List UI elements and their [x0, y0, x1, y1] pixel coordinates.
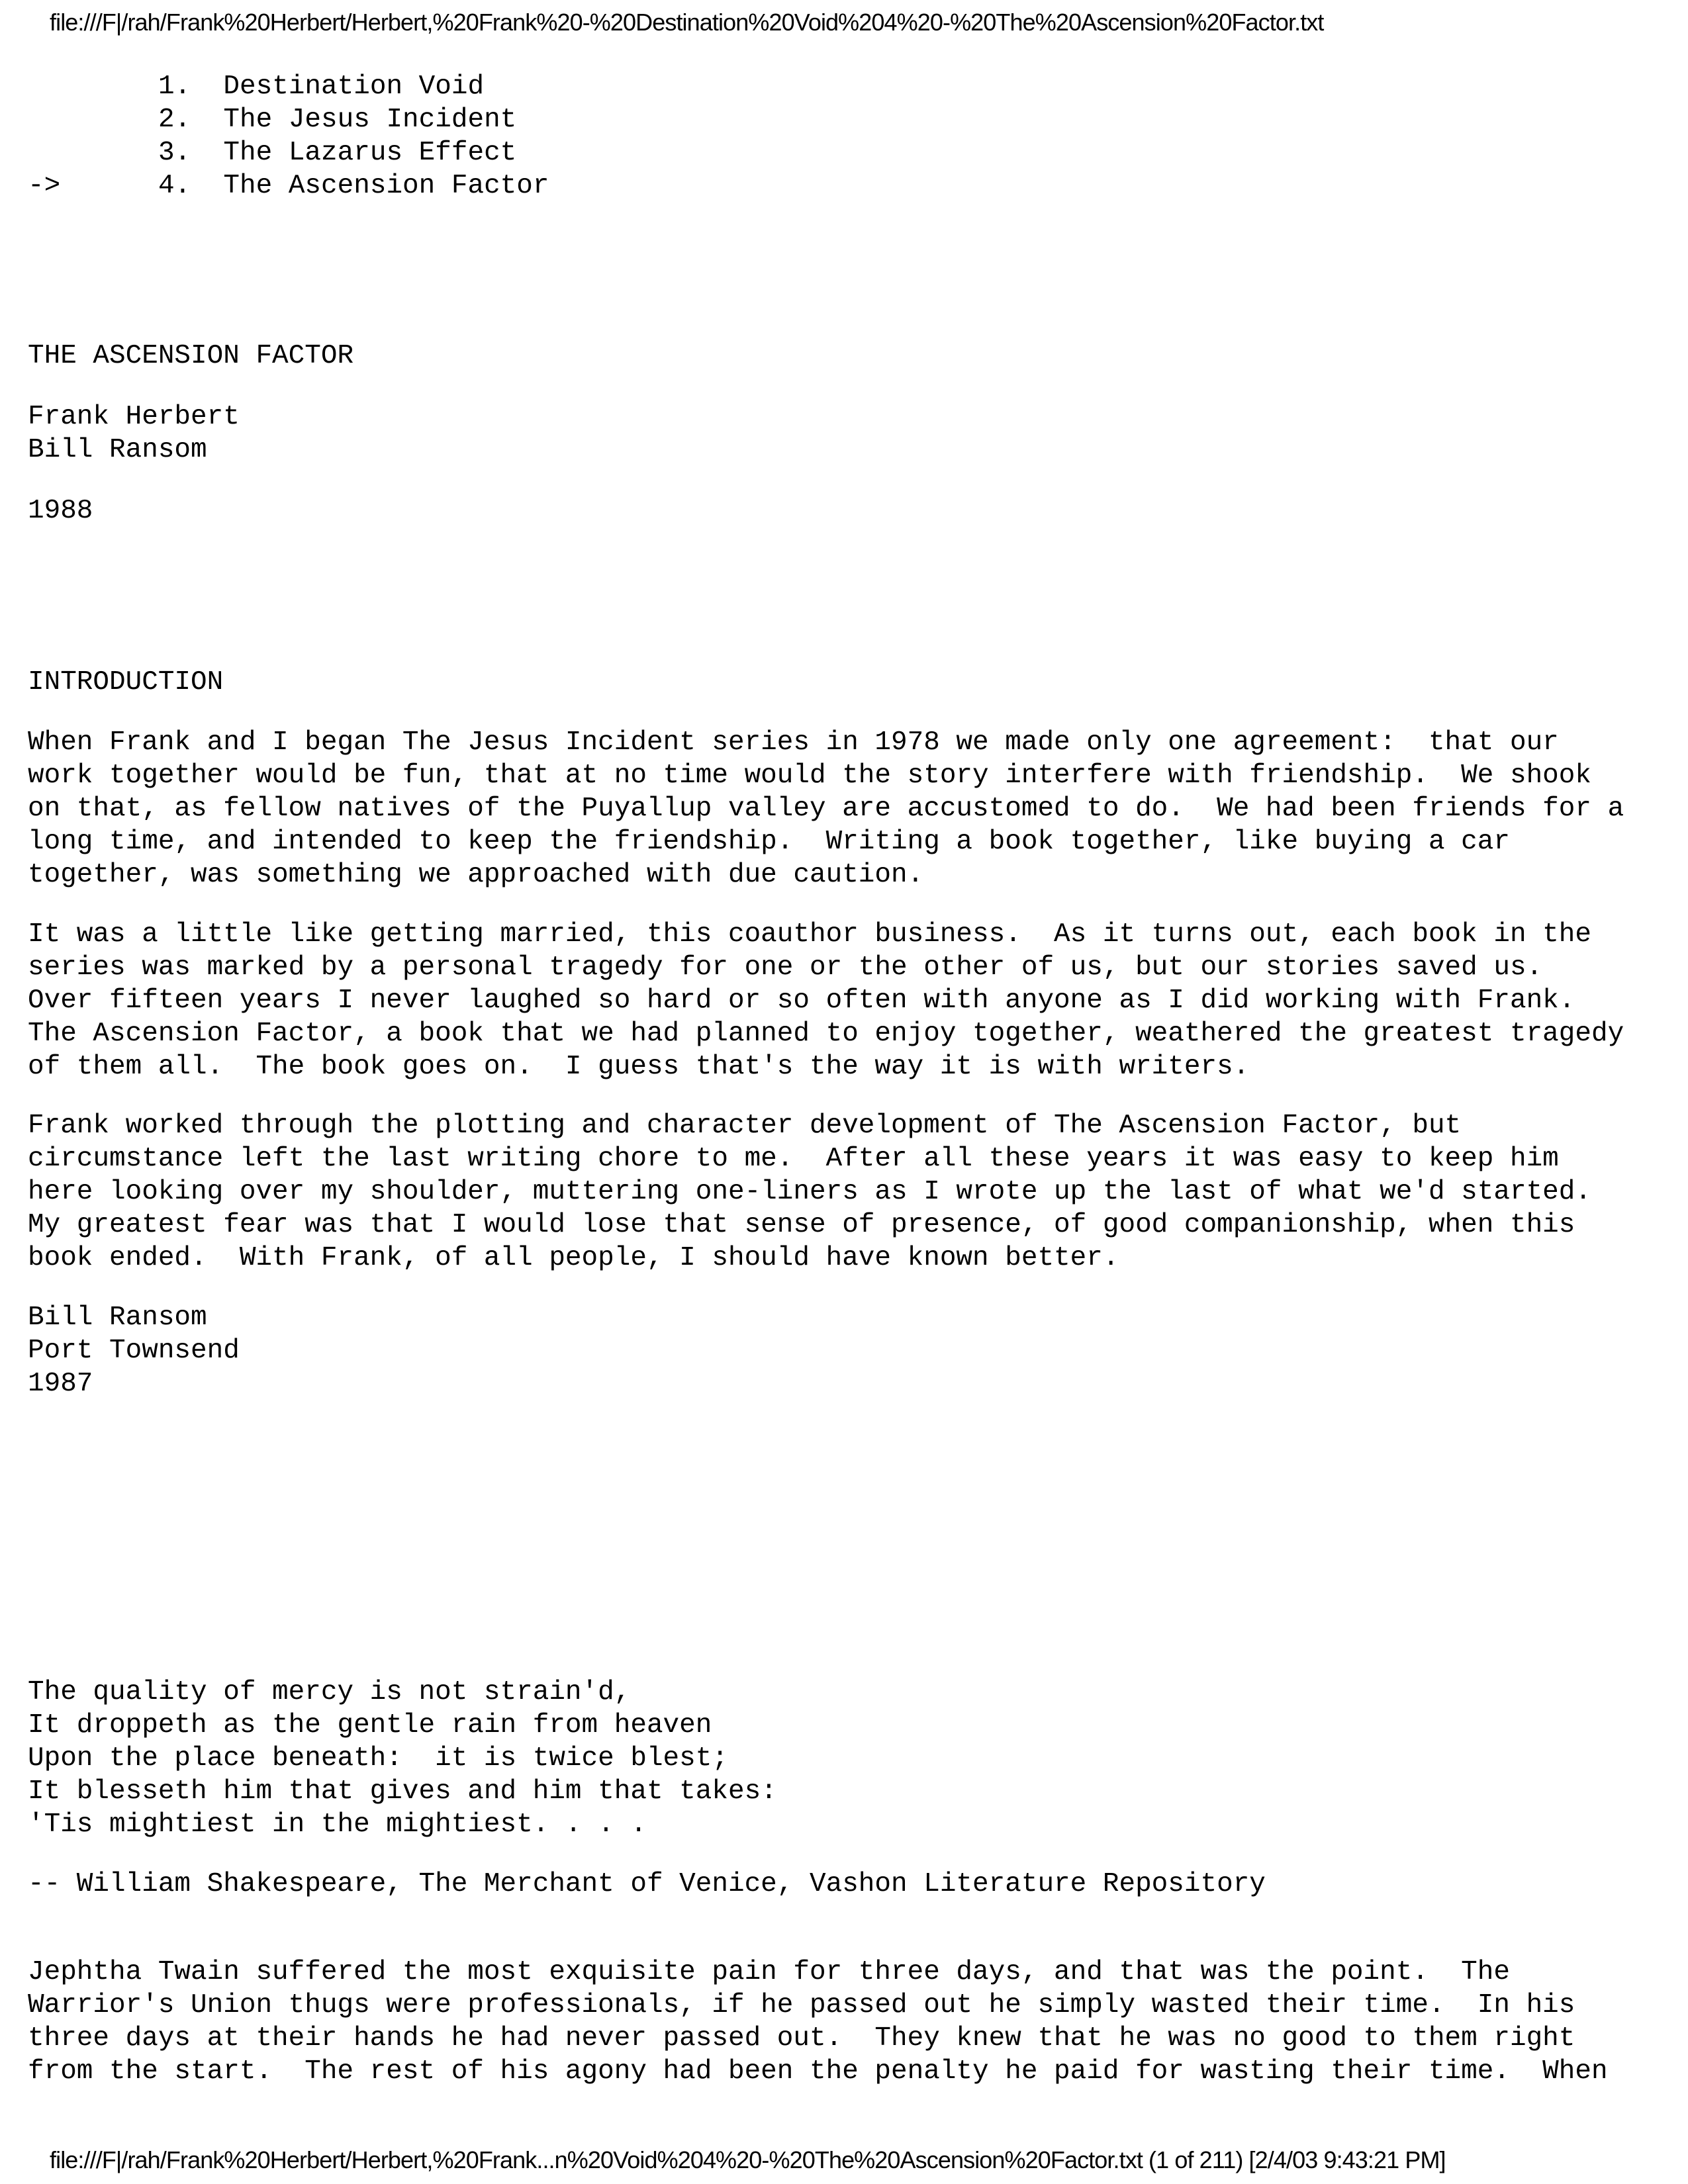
- epigraph-line: It blesseth him that gives and him that takes:: [28, 1776, 777, 1807]
- intro-signature: [28, 1301, 240, 1400]
- intro-paragraph: [28, 918, 1624, 1083]
- text-line: The Ascension Factor, a book that we had planned to enjoy together, weathered the greatest tragedy: [28, 1019, 1624, 1049]
- epigraph-attribution: -- William Shakespeare, The Merchant of Venice, Vashon Literature Repository: [28, 1869, 1266, 1899]
- series-list-item: [28, 70, 549, 103]
- text-line: series was marked by a personal tragedy for one or the other of us, but our stories saved us.: [28, 952, 1543, 983]
- title-block: [28, 340, 353, 373]
- text-line: three days at their hands he had never passed out. They knew that he was no good to them right: [28, 2023, 1575, 2054]
- chapter-opening: [28, 1956, 1608, 2088]
- intro-paragraph: [28, 726, 1624, 891]
- text-line: circumstance left the last writing chore to me. After all these years it was easy to keep him: [28, 1144, 1559, 1174]
- epigraph-line: The quality of mercy is not strain'd,: [28, 1677, 631, 1707]
- signature-year: 1987: [28, 1369, 93, 1399]
- series-list-item: [28, 103, 549, 136]
- text-line: on that, as fellow natives of the Puyallup valley are accustomed to do. We had been friends for a: [28, 794, 1624, 824]
- text-line: long time, and intended to keep the friendship. Writing a book together, like buying a car: [28, 827, 1510, 857]
- series-list-item: [28, 136, 549, 169]
- text-line: It was a little like getting married, this coauthor business. As it turns out, each book in the: [28, 919, 1591, 950]
- publication-year-block: [28, 494, 93, 527]
- series-item-label: 2. The Jesus Incident: [158, 105, 517, 135]
- series-item-label: 1. Destination Void: [158, 71, 485, 102]
- text-line: Frank worked through the plotting and character development of The Ascension Factor, but: [28, 1111, 1462, 1141]
- book-title: THE ASCENSION FACTOR: [28, 341, 354, 371]
- text-line: together, was something we approached with due caution.: [28, 860, 924, 890]
- authors: [28, 400, 240, 467]
- current-book-arrow: ->: [28, 171, 61, 201]
- text-line: from the start. The rest of his agony had been the penalty he paid for wasting their time. When: [28, 2056, 1608, 2087]
- signature-place: Port Townsend: [28, 1336, 240, 1366]
- series-item-label: 3. The Lazarus Effect: [158, 138, 517, 168]
- introduction-heading-block: [28, 666, 223, 699]
- author-name: Frank Herbert: [28, 402, 240, 432]
- series-item-label: 4. The Ascension Factor: [158, 171, 549, 201]
- introduction-heading: INTRODUCTION: [28, 667, 224, 698]
- series-list: [28, 70, 549, 203]
- intro-paragraph: [28, 1109, 1591, 1275]
- text-line: here looking over my shoulder, muttering one-liners as I wrote up the last of what we'd started.: [28, 1177, 1591, 1207]
- epigraph: [28, 1676, 777, 1841]
- text-line: Warrior's Union thugs were professionals, if he passed out he simply wasted their time. In his: [28, 1990, 1575, 2021]
- text-line: book ended. With Frank, of all people, I should have known better.: [28, 1243, 1119, 1273]
- header-file-url: file:///F|/rah/Frank%20Herbert/Herbert,%20Frank%20-%20Destination%20Void%204%20-%20The%20Ascension%20Factor.txt: [50, 9, 1324, 36]
- signature-name: Bill Ransom: [28, 1302, 207, 1333]
- text-line: My greatest fear was that I would lose that sense of presence, of good companionship, when this: [28, 1210, 1575, 1240]
- epigraph-line: Upon the place beneath: it is twice blest;: [28, 1743, 728, 1774]
- author-name: Bill Ransom: [28, 435, 207, 465]
- text-line: of them all. The book goes on. I guess that's the way it is with writers.: [28, 1052, 1250, 1082]
- epigraph-attribution-block: [28, 1868, 1266, 1901]
- series-list-item-current: [28, 169, 549, 203]
- footer-file-info: file:///F|/rah/Frank%20Herbert/Herbert,%20Frank...n%20Void%204%20-%20The%20Ascension%20Factor.txt (1 of 211) [2/4/03 9:43:21 PM]: [50, 2146, 1446, 2173]
- epigraph-line: It droppeth as the gentle rain from heaven: [28, 1710, 712, 1741]
- text-line: When Frank and I began The Jesus Incident series in 1978 we made only one agreement: that our: [28, 727, 1559, 758]
- publication-year: 1988: [28, 496, 93, 526]
- text-line: Over fifteen years I never laughed so hard or so often with anyone as I did working with Frank.: [28, 985, 1575, 1016]
- epigraph-line: 'Tis mightiest in the mightiest. . . .: [28, 1809, 647, 1840]
- text-line: Jephtha Twain suffered the most exquisite pain for three days, and that was the point. The: [28, 1957, 1510, 1987]
- text-line: work together would be fun, that at no time would the story interfere with friendship. We shook: [28, 760, 1591, 791]
